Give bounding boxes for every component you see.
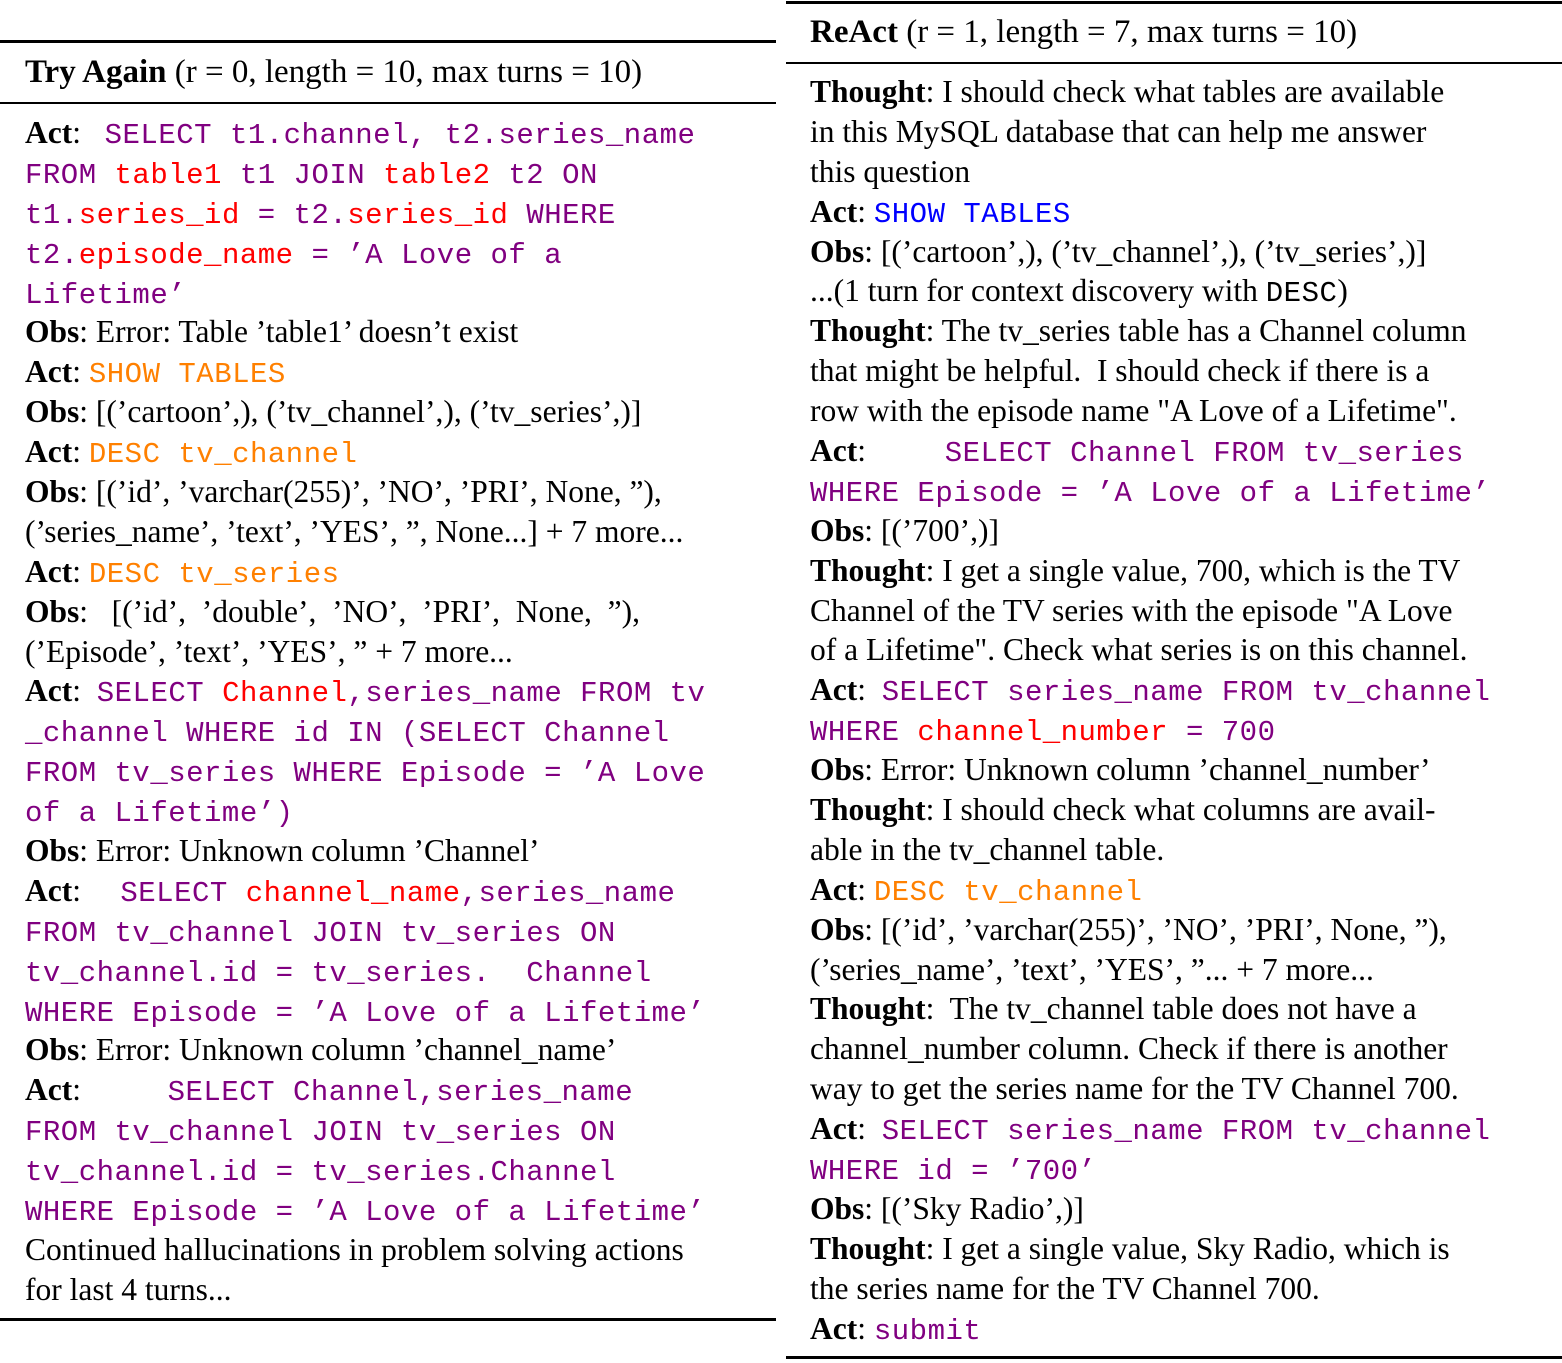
text-fragment: way to get the series name for the TV Channel 700. [810,1071,1459,1107]
trajectory-line [25,1270,755,1310]
code-fragment: FROM tv_channel JOIN tv_series ON [25,1116,616,1150]
text-fragment: : [72,553,89,589]
trajectory-line [810,591,1538,631]
code-fragment: SELECT [120,876,246,910]
trajectory-line [25,512,755,552]
text-fragment: able in the tv_channel table. [810,831,1165,867]
code-fragment: Channel [222,677,348,711]
step-label: Obs [810,911,865,947]
trajectory-line [810,112,1538,152]
trajectory-line [25,791,755,831]
trajectory-line [810,1229,1538,1269]
step-label: Act [810,193,858,229]
code-fragment: ,series_name [460,876,676,910]
trajectory-line [810,311,1538,351]
text-fragment: : [(’cartoon’,), (’tv_channel’,), (’tv_series’,)] [864,233,1427,269]
trajectory-line [25,153,755,193]
trajectory-line [810,790,1538,830]
text-fragment: : Error: Unknown column ’channel_name’ [79,1032,617,1068]
text-fragment: : [857,871,874,907]
code-fragment: WHERE [508,198,616,232]
trajectory-line [25,273,755,313]
text-fragment: for last 4 turns... [25,1271,232,1307]
bottom-rule [0,1318,776,1321]
trajectory-line [25,831,755,871]
step-label: Obs [810,1190,865,1226]
trajectory-line [810,1149,1538,1189]
text-fragment: ...(1 turn for context discovery with [810,273,1266,309]
code-fragment: SHOW TABLES [88,358,286,392]
trajectory-line [810,391,1538,431]
step-label: Thought [810,1230,926,1266]
text-fragment: of a Lifetime". Check what series is on this channel. [810,632,1468,668]
text-fragment: (’series_name’, ’text’, ’YES’, ”... + 7 more... [810,951,1374,987]
code-fragment: SELECT Channel FROM tv_series [944,437,1464,471]
step-label: Obs [810,512,865,548]
trajectory-line [25,991,755,1031]
top-rule [786,1,1562,4]
step-label: Thought [810,552,926,588]
step-label: Act [810,672,858,708]
step-label: Thought [810,991,926,1027]
code-fragment: _channel WHERE id IN (SELECT Channel [25,717,670,751]
trajectory-line [25,432,755,472]
panel-title [25,52,642,92]
text-fragment: : Error: Unknown column ’Channel’ [79,833,540,869]
trajectory-line [25,392,755,432]
step-label: Obs [25,394,80,430]
text-fragment: : [857,193,874,229]
trajectory-line [25,632,755,672]
step-label: Obs [25,593,80,629]
code-fragment: WHERE Episode = ’A Love of a Lifetime’ [810,476,1491,510]
code-fragment: = ’A Love of a [293,238,563,272]
code-fragment: FROM tv_series WHERE Episode = ’A Love [25,757,706,791]
text-fragment: : [72,673,97,709]
code-fragment: SELECT t1.channel, t2.series_name [104,119,696,152]
step-label: Act [25,1072,73,1108]
text-fragment: that might be helpful. I should check if there is a [810,353,1430,389]
code-fragment: series_id [78,198,240,232]
react-panel [786,0,1562,1363]
code-fragment: table2 [383,158,491,192]
trajectory-line [810,750,1538,790]
trajectory-line [810,232,1538,272]
code-fragment: t1 JOIN [221,158,384,192]
code-fragment: ,series_name FROM tv [347,677,706,711]
text-fragment: : I should check what tables are available [925,74,1445,109]
code-fragment: t2 ON [490,158,598,192]
code-fragment: FROM [25,158,115,192]
title-params: (r = 0, length = 10, max turns = 10) [166,54,643,90]
step-label: Act [25,115,73,150]
text-fragment: : [857,672,882,708]
trajectory-line [25,1030,755,1070]
code-fragment: SELECT [96,677,223,711]
code-fragment: FROM tv_channel JOIN tv_series ON [25,916,616,950]
text-fragment: : [(’Sky Radio’,)] [864,1190,1084,1226]
trajectory-line [810,1029,1538,1069]
trajectory-line [25,472,755,512]
text-fragment: : [(’cartoon’,), (’tv_channel’,), (’tv_series’,)] [79,394,642,430]
trajectory-line [25,1110,755,1150]
step-label: Thought [810,74,926,109]
trajectory-line [810,431,1538,471]
step-label: Thought [810,313,926,349]
code-fragment: t2. [25,238,79,272]
text-fragment: : [72,434,89,470]
text-fragment: : Error: Unknown column ’channel_number’ [864,752,1431,788]
text-fragment: : [72,354,89,390]
code-fragment: SELECT series_name FROM tv_channel [881,1115,1491,1149]
trajectory-line [25,751,755,791]
trajectory-line [810,910,1538,950]
trajectory-line [810,1189,1538,1229]
trajectory-line [810,1309,1538,1349]
step-label: Obs [25,314,80,350]
trajectory-line [810,1069,1538,1109]
code-fragment: channel_name [245,876,461,910]
text-fragment: : The tv_series table has a Channel column [925,313,1467,349]
trajectory-line [25,871,755,911]
trajectory-line [25,1150,755,1190]
code-fragment: SELECT series_name FROM tv_channel [881,676,1491,710]
trajectory-line [25,552,755,592]
header-rule [786,62,1562,64]
code-fragment: = t2. [239,198,348,232]
header-rule [0,102,776,104]
text-fragment: (’Episode’, ’text’, ’YES’, ” + 7 more... [25,633,513,669]
code-fragment: WHERE [810,716,918,750]
text-fragment: this question [810,153,971,189]
step-label: Obs [25,474,80,510]
step-label: Thought [810,792,926,828]
step-label: Act [25,434,73,470]
trajectory-line [810,192,1538,232]
code-fragment: t1. [25,198,79,232]
text-fragment: : [857,1111,882,1147]
step-label: Act [25,872,73,908]
code-fragment: SELECT Channel,series_name [167,1076,634,1110]
trajectory-line [810,670,1538,710]
text-fragment: ) [1337,273,1348,309]
trajectory-line [810,950,1538,990]
step-label: Obs [25,1032,80,1068]
trajectory-line [25,352,755,392]
trajectory-line [25,1070,755,1110]
code-fragment: DESC [1265,277,1338,311]
text-fragment: Continued hallucinations in problem solving actions [25,1231,684,1267]
try-again-panel [0,0,776,1363]
step-label: Act [25,553,73,589]
code-fragment: DESC tv_series [88,557,340,591]
text-fragment: : [(’id’, ’varchar(255)’, ’NO’, ’PRI’, None, ”), [79,474,662,510]
text-fragment: channel_number column. Check if there is another [810,1031,1448,1067]
trajectory-line [810,551,1538,591]
text-fragment: : [72,115,105,150]
trajectory-line [810,511,1538,551]
code-fragment: submit [873,1314,982,1348]
title-bold: Try Again [25,54,167,90]
code-fragment: series_id [347,198,509,232]
trajectory-line [810,710,1538,750]
step-label: Act [25,673,73,709]
text-fragment: : The tv_channel table does not have a [925,991,1417,1027]
code-fragment: channel_number [917,716,1169,750]
step-label: Obs [810,233,865,269]
title-bold: ReAct [810,14,898,50]
trajectory-line [25,193,755,233]
text-fragment: : [72,872,121,908]
title-params: (r = 1, length = 7, max turns = 10) [897,14,1358,50]
bottom-rule [786,1356,1562,1359]
code-fragment: of a Lifetime’) [25,797,294,831]
text-fragment: Channel of the TV series with the episode "A Love [810,592,1453,628]
code-fragment: DESC tv_channel [873,875,1143,909]
step-label: Act [810,1111,858,1147]
top-rule [0,40,776,43]
trajectory-line [810,471,1538,511]
code-fragment: Lifetime’ [25,278,187,312]
code-fragment: DESC tv_channel [88,438,358,472]
trajectory-line [810,351,1538,391]
trajectory-line [25,911,755,951]
text-fragment: (’series_name’, ’text’, ’YES’, ”, None...] + 7 more... [25,513,684,549]
code-fragment: tv_channel.id = tv_series. Channel [25,956,652,990]
trajectory-line [25,312,755,352]
code-fragment: table1 [114,158,222,192]
text-fragment: : [(’700’,)] [864,512,999,548]
code-fragment: WHERE Episode = ’A Love of a Lifetime’ [25,996,706,1030]
trajectory-line [25,671,755,711]
text-fragment: : [(’id’, ’double’, ’NO’, ’PRI’, None, ”), [79,593,641,629]
code-fragment: tv_channel.id = tv_series.Channel [25,1156,616,1190]
text-fragment: in this MySQL database that can help me answer [810,113,1427,149]
code-fragment: SHOW TABLES [873,197,1071,231]
text-fragment: : [72,1072,168,1108]
trajectory-line [810,72,1538,112]
trajectory-line [810,989,1538,1029]
trajectory-line [810,271,1538,311]
text-fragment: : [857,1310,874,1346]
text-fragment: : I should check what columns are avail- [925,792,1436,828]
panel-title [810,12,1357,52]
code-fragment: WHERE id = ’700’ [810,1155,1097,1189]
text-fragment: the series name for the TV Channel 700. [810,1270,1320,1306]
text-fragment: : [(’id’, ’varchar(255)’, ’NO’, ’PRI’, None, ”), [864,911,1447,947]
trajectory-line [25,1230,755,1270]
trajectory-line [25,711,755,751]
text-fragment: : I get a single value, 700, which is the TV [925,552,1461,588]
code-fragment: episode_name [78,238,294,272]
trajectory-body [810,72,1538,1349]
text-fragment: : I get a single value, Sky Radio, which is [925,1230,1450,1266]
text-fragment: : Error: Table ’table1’ doesn’t exist [79,314,519,350]
step-label: Obs [810,752,865,788]
trajectory-line [810,152,1538,192]
text-fragment: : [857,433,945,469]
step-label: Obs [25,833,80,869]
trajectory-body [25,113,755,1310]
step-label: Act [25,354,73,390]
code-fragment: WHERE Episode = ’A Love of a Lifetime’ [25,1196,706,1230]
trajectory-line [810,630,1538,670]
step-label: Act [810,871,858,907]
trajectory-line [810,870,1538,910]
trajectory-line [25,592,755,632]
step-label: Act [810,433,858,469]
trajectory-line [810,830,1538,870]
trajectory-line [810,1269,1538,1309]
trajectory-line [25,233,755,273]
code-fragment: = 700 [1168,716,1276,750]
trajectory-line [25,113,755,153]
trajectory-line [25,1190,755,1230]
trajectory-line [810,1109,1538,1149]
trajectory-line [25,951,755,991]
text-fragment: row with the episode name "A Love of a Lifetime". [810,393,1457,429]
step-label: Act [810,1310,858,1346]
